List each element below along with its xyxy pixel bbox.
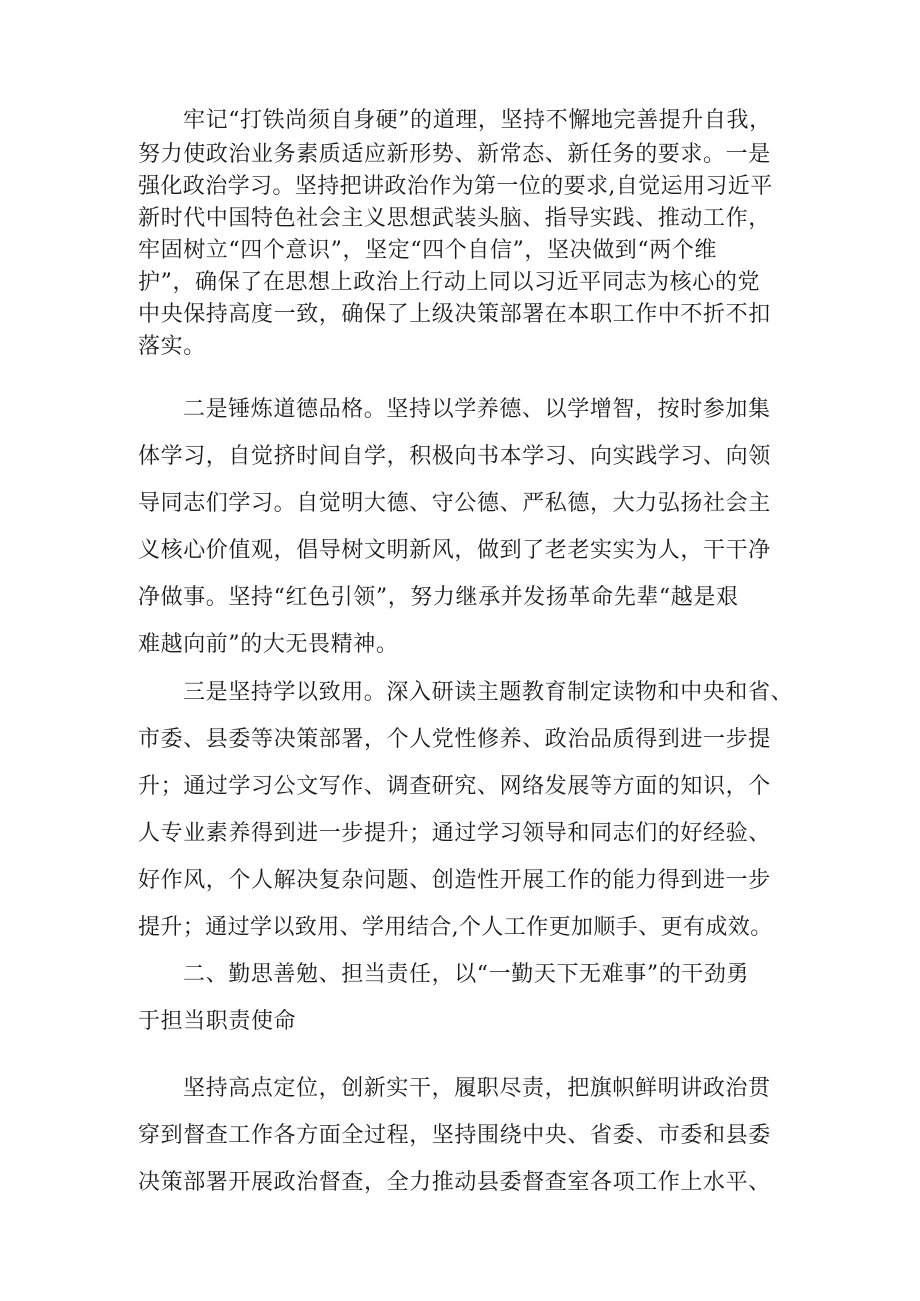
para3-line-2: 市委、县委等决策部署，个人党性修养、政治品质得到进一步提 — [138, 727, 771, 752]
para1-line-7: 中央保持高度一致，确保了上级决策部署在本职工作中不折不扣 — [138, 302, 771, 327]
para3-line-4: 人专业素养得到进一步提升；通过学习领导和同志们的好经验、 — [138, 821, 771, 846]
para3-line-5: 好作风，个人解决复杂问题、创造性开展工作的能力得到进一步 — [138, 868, 771, 893]
para3-line-6: 提升；通过学以致用、学用结合,个人工作更加顺手、更有成效。 — [138, 915, 773, 940]
section-heading-line-2: 于担当职责使命 — [138, 1009, 297, 1034]
para2-line-5: 净做事。坚持“红色引领”，努力继承并发扬革命先辈“越是艰 — [138, 585, 739, 610]
para1-line-8: 落实。 — [138, 334, 206, 359]
section-heading-line-1: 二、勤思善勉、担当责任，以“一勤天下无难事”的干劲勇 — [183, 962, 750, 987]
para4-line-1: 坚持高点定位，创新实干，履职尽责，把旗帜鲜明讲政治贯 — [183, 1076, 771, 1101]
para1-line-2: 努力使政治业务素质适应新形势、新常态、新任务的要求。一是 — [138, 142, 771, 167]
para3-line-1: 三是坚持学以致用。深入研读主题教育制定读物和中央和省、 — [183, 680, 794, 705]
para2-line-1: 二是锤炼道德品格。坚持以学养德、以学增智，按时参加集 — [183, 397, 771, 422]
para2-line-3: 导同志们学习。自觉明大德、守公德、严私德，大力弘扬社会主 — [138, 491, 771, 516]
para1-line-3: 强化政治学习。坚持把讲政治作为第一位的要求,自觉运用习近平 — [138, 174, 773, 199]
para2-line-2: 体学习，自觉挤时间自学，积极向书本学习、向实践学习、向领 — [138, 444, 771, 469]
para1-line-6: 护”，确保了在思想上政治上行动上同以习近平同志为核心的党 — [138, 270, 761, 295]
para2-line-4: 义核心价值观，倡导树文明新风，做到了老老实实为人，干干净 — [138, 538, 771, 563]
para3-line-3: 升；通过学习公文写作、调查研究、网络发展等方面的知识，个 — [138, 774, 771, 799]
para2-line-6: 难越向前”的大无畏精神。 — [138, 632, 399, 657]
para1-line-4: 新时代中国特色社会主义思想武装头脑、指导实践、推动工作， — [138, 206, 771, 231]
para4-line-2: 穿到督查工作各方面全过程，坚持围绕中央、省委、市委和县委 — [138, 1123, 771, 1148]
para4-line-3: 决策部署开展政治督查，全力推动县委督查室各项工作上水平、 — [138, 1170, 771, 1195]
para1-line-1: 牢记“打铁尚须自身硬”的道理，坚持不懈地完善提升自我， — [183, 108, 772, 133]
para1-line-5: 牢固树立“四个意识”，坚定“四个自信”，坚决做到“两个维 — [138, 238, 718, 263]
